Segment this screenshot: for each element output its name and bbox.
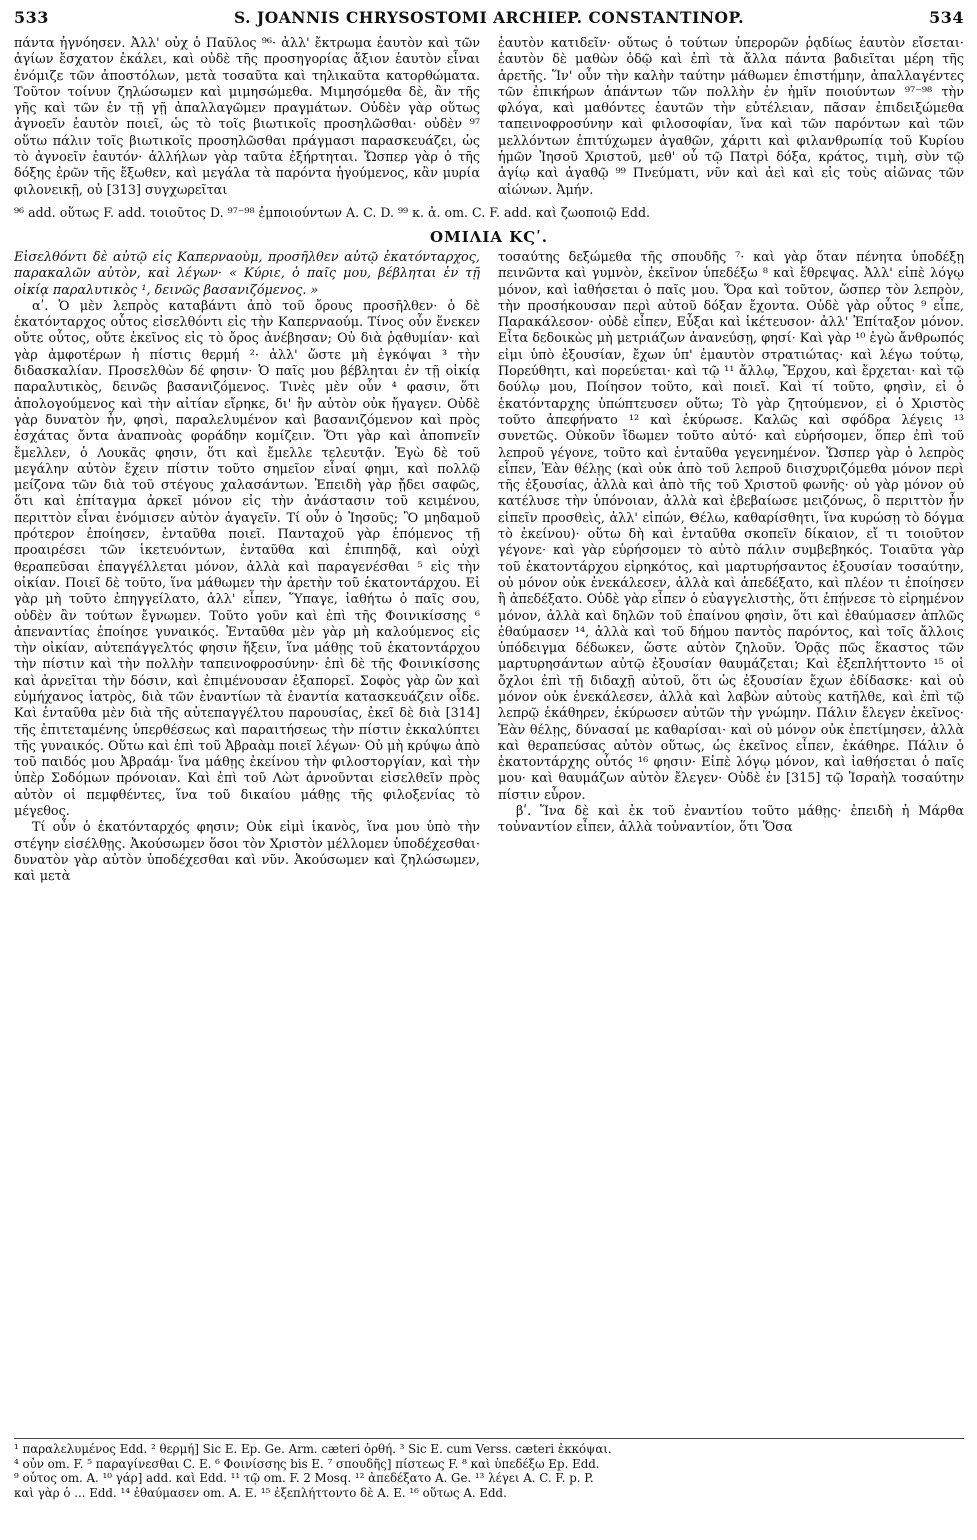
scripture-lemma: Εἰσελθόντι δὲ αὐτῷ εἰς Καπερναοὺμ, προσῆλθεν αὐτῷ ἑκατόνταρχος, παρακαλῶν αὐτὸν, καὶ λέγων· « Κύριε, ὁ παῖς μου, βέβληται ἐν τῇ οἰκίᾳ παραλυτικὸς ¹, δεινῶς βασανιζόμενος. »	[14, 249, 480, 298]
top-right-column	[498, 36, 964, 199]
running-title: S. JOANNIS CHRYSOSTOMI ARCHIEP. CONSTANTINOP.	[233, 8, 744, 27]
right-paragraph: τοσαύτης δεξώμεθα τῆς σπουδῆς ⁷· καὶ γὰρ ὅταν πένητα ὑποδέξῃ πεινῶντα καὶ γυμνὸν, ἐκεῖνον ὑπεδέξω ⁸ καὶ ἔθρεψας. Ἀλλ' εἰπὲ λόγῳ μόνον, καὶ ἰαθήσεται ὁ παῖς μου. Ὅρα καὶ τοῦτον, ὥσπερ τὸν λεπρὸν, τὴν προσήκουσαν περὶ αὐτοῦ δόξαν ἔχοντα. Οὐδὲ γὰρ οὗτος ⁹ εἶπε, Παρακάλεσον· οὐδὲ εἶπεν, Εὖξαι καὶ ἱκέτευσον· ἀλλ' Ἐπίταξον μόνον. Εἶτα δεδοικὼς μὴ μετριάζων ἀνανεύσῃ, φησί· Καὶ γὰρ ¹⁰ ἐγὼ ἄνθρωπός εἰμι ὑπὸ ἐξουσίαν, ἔχων ὑπ' ἐμαυτὸν στρατιώτας· καὶ λέγω τούτῳ, Πορεύθητι, καὶ πορεύεται· καὶ τῷ ¹¹ ἄλλῳ, Ἔρχου, καὶ ἔρχεται· καὶ τῷ δούλῳ μου, Ποίησον τοῦτο, καὶ ποιεῖ. Καὶ τί τοῦτο, φησὶν, εἰ ὁ ἑκατόνταρχης ὑπώπτευσεν οὕτω; Τὸ γὰρ ζητούμενον, εἰ ὁ Χριστὸς τοῦτο ἀπεφήνατο ¹² καὶ ἐκύρωσε. Καλῶς καὶ σφόδρα λέγεις ¹³ συνετῶς. Οὐκοῦν ἴδωμεν τοῦτο αὐτό· καὶ εὑρήσομεν, ὅπερ ἐπὶ τοῦ λεπροῦ γέγονε, τοῦτο καὶ ἐνταῦθα γεγενημένον. Ὥσπερ γὰρ ὁ λεπρὸς εἶπεν, Ἐὰν θέλῃς (καὶ οὐκ ἀπὸ τοῦ λεπροῦ διισχυριζόμεθα μόνον περὶ τῆς ἐξουσίας, ἀλλὰ καὶ ἀπὸ τῆς τοῦ Χριστοῦ φωνῆς· οὐ γὰρ μόνον οὐ κατέλυσε τὴν ὑπόνοιαν, ἀλλὰ καὶ ἐβεβαίωσε μειζόνως, ὃ περιττὸν ἦν εἰπεῖν προσθεὶς, ἀλλ' εἰπών, Θέλω, καθαρίσθητι, ἵνα κυρώσῃ τὸ δόγμα τὸ ἐκείνου)· οὕτω δὴ καὶ ἐνταῦθα σκοπεῖν δίκαιον, εἴ τι τοιοῦτον γέγονε· καὶ γὰρ εὑρήσομεν τὸ αὐτὸ πάλιν συμβεβηκός. Τοιαῦτα γὰρ τοῦ ἑκατοντάρχου εἰρηκότος, καὶ μαρτυρήσαντος ἐξουσίαν τοσαύτην, οὐ μόνον οὐκ ἐνεκάλεσεν, ἀλλὰ καὶ ἀπεδέξατο, καὶ πλέον τι ἐποίησεν ἢ ἀπεδέξατο. Οὐδὲ γὰρ εἶπεν ὁ εὐαγγελιστὴς, ὅτι ἐπῄνεσε τὸ εἰρημένον μόνον, ἀλλὰ καὶ δηλῶν τοῦ ἐπαίνου φησὶν, ὅτι καὶ ἐθαύμασεν ἁπλῶς ἐθαύμασεν ¹⁴, ἀλλὰ καὶ τοῦ δήμου παντὸς παρόντος, καὶ τοῖς ἄλλοις ὑπόδειγμα δέδωκεν, ὥστε αὐτὸν ζηλοῦν. Ὁρᾷς πῶς ἕκαστος τῶν μαρτυρησάντων αὐτῷ ἐξουσίαν θαυμάζεται; Καὶ ἐξεπλήττοντο ¹⁵ οἱ ὄχλοι ἐπὶ τῇ διδαχῇ αὐτοῦ, ὅτι ὡς ἐξουσίαν ἔχων ἐδίδασκε· καὶ οὐ μόνον οὐκ ἐνεκάλεσεν, ἀλλὰ καὶ λαβὼν αὐτοὺς κατῆλθε, καὶ ἐπὶ τῷ λεπρῷ ἐκάθηρεν, ἐκύρωσεν αὐτῶν τὴν γνώμην. Πάλιν ἔλεγεν ἐκεῖνος· Ἐὰν θέλῃς, δύνασαί με καθαρίσαι· καὶ οὐ μόνον οὐκ ἐπετίμησεν, ἀλλὰ καὶ θεραπεύσας αὐτὸν οὕτως, ὡς ἐκεῖνος εἶπεν, ἐκάθηρε. Πάλιν ὁ ἑκατοντάρχης οὗτός ¹⁶ φησιν· Εἰπὲ λόγῳ μόνον, καὶ ἰαθήσεται ὁ παῖς μου· καὶ θαυμάζων αὐτὸν ἔλεγεν· Οὐδὲ ἐν [315] τῷ Ἰσραὴλ τοσαύτην πίστιν εὗρον.	[498, 249, 964, 803]
footnote-line: καὶ γὰρ ὁ ... Edd. ¹⁴ ἐθαύμασεν om. A. E. ¹⁵ ἐξεπλήττοντο δὲ A. E. ¹⁶ οὕτως A. Edd.	[14, 1485, 507, 1500]
homily-title: ΟΜΙΛΙΑ ΚϚʹ.	[430, 227, 548, 246]
page	[14, 8, 964, 1532]
top-footnotes: ⁹⁶ add. οὕτως F. add. τοιοῦτος D. ⁹⁷⁻⁹⁸ ἐμποιούντων A. C. D. ⁹⁹ κ. ἀ. om. C. F. add. καὶ ζωοποιῷ Edd.	[14, 204, 651, 220]
top-right-text: ἑαυτὸν κατιδεῖν· οὕτως ὁ τούτων ὑπερορῶν ῥᾳδίως ἑαυτὸν εἴσεται· ἑαυτὸν δὲ μαθὼν ὁδῷ καὶ ἐπὶ τὰ ἄλλα πάντα βαδιεῖται μέρη τῆς ἀρετῆς. Ἵν' οὖν τὴν καλὴν ταύτην μάθωμεν ἐπιστήμην, ἀπαλλαγέντες τῶν ἐπικήρων ἁπάντων τῶν πολλὴν ἐν ἡμῖν ποιούντων ⁹⁷⁻⁹⁸ τὴν φλόγα, καὶ μαθόντες ἑαυτῶν τὴν εὐτέλειαν, πᾶσαν ἐπιδειξώμεθα ταπεινοφροσύνην καὶ φιλοσοφίαν, ἵνα καὶ τῶν παρόντων καὶ τῶν μελλόντων ἐπιτύχωμεν ἀγαθῶν, χάριτι καὶ φιλανθρωπίᾳ τοῦ Κυρίου ἡμῶν Ἰησοῦ Χριστοῦ, μεθ' οὗ τῷ Πατρὶ δόξα, κράτος, τιμὴ, σὺν τῷ ἁγίῳ καὶ ἀγαθῷ ⁹⁹ Πνεύματι, νῦν καὶ ἀεὶ καὶ εἰς τοὺς αἰῶνας τῶν αἰώνων. Ἀμήν.	[498, 36, 964, 198]
footnotes	[14, 1442, 964, 1500]
page-number-left: 533	[14, 8, 49, 27]
page-number-right: 534	[929, 8, 964, 27]
footnote-line: ¹ παραλελυμένος Edd. ² θερμή] Sic E. Ep. Ge. Arm. cæteri ὀρθή. ³ Sic E. cum Verss. cæteri ἐκκόψαι.	[14, 1442, 612, 1456]
left-column	[14, 250, 480, 886]
running-head	[14, 8, 964, 30]
footnote-divider	[14, 1438, 964, 1439]
right-paragraph: βʹ. Ἵνα δὲ καὶ ἐκ τοῦ ἐναντίου τοῦτο μάθῃς· ἐπειδὴ ἡ Μάρθα τοὐναντίον εἶπεν, ἀλλὰ τοὐναντίον, ὅτι Ὅσα	[498, 804, 964, 836]
footnote-line: ⁴ οὖν om. F. ⁵ παραγίνεσθαι C. E. ⁶ Φοινίσσης bis E. ⁷ σπουδῆς] πίστεως F. ⁸ καὶ ὑπεδέξω Ep. Edd.	[14, 1456, 600, 1471]
left-paragraph: αʹ. Ὁ μὲν λεπρὸς καταβάντι ἀπὸ τοῦ ὄρους προσῆλθεν· ὁ δὲ ἑκατόνταρχος οὗτος εἰσελθόντι εἰς τὴν Καπερναούμ. Τίνος οὖν ἕνεκεν οὔτε οὗτος, οὔτε ἐκεῖνος εἰς τὸ ὄρος ἀνέβησαν; Οὐ διὰ ῥᾳθυμίαν· καὶ γὰρ ἀμφοτέρων ἡ πίστις θερμή ²· ἀλλ' ὥστε μὴ ἐγκόψαι ³ τὴν διδασκαλίαν. Προσελθὼν δέ φησιν· Ὁ παῖς μου βέβληται ἐν τῇ οἰκίᾳ παραλυτικὸς, δεινῶς βασανιζόμενος. Τινὲς μὲν οὖν ⁴ φασιν, ὅτι ἀπολογούμενος καὶ τὴν αἰτίαν εἴρηκε, δι' ἣν αὐτὸν οὐκ ἤγαγεν. Οὐδὲ γὰρ δυνατὸν ἦν, φησὶ, παραλελυμένον καὶ βασανιζόμενον καὶ πρὸς ἐσχάτας ὄντα ἀναπνοὰς φοράδην κομίζειν. Ὅτι γὰρ καὶ ἀποπνεῖν ἔμελλεν, ὁ Λουκᾶς φησιν, ὅτι καὶ ἔμελλε τελευτᾷν. Ἐγὼ δὲ τοῦ μεγάλην αὐτὸν ἔχειν πίστιν τοῦτο σημεῖον εἶναί φημι, καὶ πολλῷ μείζονα τῶν διὰ τοῦ στέγους χαλασάντων. Ἐπειδὴ γὰρ ᾔδει σαφῶς, ὅτι καὶ ἐπίταγμα ἀρκεῖ μόνον εἰς τὴν ἀνάστασιν τοῦ κειμένου, περιττὸν εἶναι ἐνόμισεν αὐτὸν ἀγαγεῖν. Τί οὖν ὁ Ἰησοῦς; Ὃ μηδαμοῦ πρότερον ἐποίησεν, ἐνταῦθα ποιεῖ. Πανταχοῦ γὰρ ἑπόμενος τῇ προαιρέσει τῶν ἱκετευόντων, ἐνταῦθα καὶ ἐπιπηδᾷ, καὶ οὐχὶ θεραπεῦσαι ἐπαγγέλλεται μόνον, ἀλλὰ καὶ παραγενέσθαι ⁵ εἰς τὴν οἰκίαν. Ποιεῖ δὲ τοῦτο, ἵνα μάθωμεν τὴν ἀρετὴν τοῦ ἑκατοντάρχου. Εἰ γὰρ μὴ τοῦτο ἐπηγγείλατο, ἀλλ' εἶπεν, Ὕπαγε, ἰαθήτω ὁ παῖς σου, οὐδὲν ἂν τούτων ἔγνωμεν. Τοῦτο γοῦν καὶ ἐπὶ τῆς Φοινικίσσης ⁶ ἀπεναντίας ἐποίησε γυναικός. Ἐνταῦθα μὲν γὰρ μὴ καλούμενος εἰς τὴν οἰκίαν, αὐτεπάγγελτός φησιν ἥξειν, ἵνα μάθῃς τοῦ ἑκατοντάρχου τὴν πίστιν καὶ τὴν πολλὴν ταπεινοφροσύνην· ἐπὶ δὲ τῆς Φοινικίσσης καὶ ἀρνεῖται τὴν δόσιν, καὶ ἐπιμένουσαν ἐξαπορεῖ. Σοφὸς γὰρ ὢν καὶ εὐμήχανος ἰατρὸς, διὰ τῶν ἐναντίων τὰ ἐναντία κατασκευάζειν οἶδε. Καὶ ἐνταῦθα μὲν διὰ τῆς αὐτεπαγγέλτου παρουσίας, ἐκεῖ δὲ διὰ [314] τῆς ἐπιτεταμένης ὑπερθέσεως καὶ παραιτήσεως τὴν πίστιν ἐκκαλύπτει τῆς γυναικός. Οὕτω καὶ ἐπὶ τοῦ Ἀβραὰμ ποιεῖ λέγων· Οὐ μὴ κρύψω ἀπὸ τοῦ παιδός μου Ἀβραάμ· ἵνα μάθῃς ἐκείνου τὴν φιλοστοργίαν, καὶ τὴν ὑπὲρ Σοδόμων πρόνοιαν. Καὶ ἐπὶ τοῦ Λὼτ ἀρνοῦνται εἰσελθεῖν πρὸς αὐτὸν οἱ πεμφθέντες, ἵνα τοῦ δικαίου μάθῃς τῆς φιλοξενίας τὸ μέγεθος.	[14, 298, 480, 820]
right-column	[498, 250, 964, 886]
left-paragraph: Τί οὖν ὁ ἑκατόνταρχός φησιν; Οὐκ εἰμὶ ἱκανὸς, ἵνα μου ὑπὸ τὴν στέγην εἰσέλθῃς. Ἀκούσωμεν ὅσοι τὸν Χριστὸν μέλλομεν ὑποδέχεσθαι· δυνατὸν γὰρ αὐτὸν ὑποδέχεσθαι καὶ νῦν. Ἀκούσωμεν καὶ ζηλώσωμεν, καὶ μετὰ	[14, 820, 480, 885]
top-columns	[14, 36, 964, 199]
top-left-column	[14, 36, 480, 199]
footnote-line: ⁹ οὗτος om. A. ¹⁰ γάρ] add. καὶ Edd. ¹¹ τῷ om. F. 2 Mosq. ¹² ἀπεδέξατο A. Ge. ¹³ λέγει A. C. F. p. P.	[14, 1471, 594, 1486]
main-columns	[14, 250, 964, 886]
top-left-text: πάντα ἠγνόησεν. Ἀλλ' οὐχ ὁ Παῦλος ⁹⁶· ἀλλ' ἔκτρωμα ἑαυτὸν καὶ τῶν ἁγίων ἔσχατον ἐκάλει, καὶ οὐδὲ τῆς προσηγορίας ἄξιον ἑαυτὸν εἶναι ἐνόμιζε τῶν ἀποστόλων, μετὰ τοσαῦτα καὶ τηλικαῦτα κατορθώματα. Τοῦτον τοίνυν ζηλώσωμεν καὶ μιμησώμεθα. Μιμησόμεθα δὲ, ἂν τῆς γῆς καὶ τῶν ἐν τῇ γῇ ἀπαλλαγῶμεν πραγμάτων. Οὐδὲν γὰρ οὕτως ἀγνοεῖν ἑαυτὸν ποιεῖ, ὡς τὸ τοῖς βιωτικοῖς προσηλῶσθαι· οὐδὲν ⁹⁷ οὕτω πάλιν τοῖς βιωτικοῖς προσηλῶσθαι πράγμασι παρασκευάζει, ὡς τὸ ἀγνοεῖν ἑαυτόν· ἀλλήλων γὰρ ταῦτα ἐξήρτηται. Ὥσπερ γὰρ ὁ τῆς δόξης ἐρῶν τῆς ἔξωθεν, καὶ μεγάλα τὰ παρόντα ἡγούμενος, κἂν μυρία φιλονεικῇ, οὐ [313] συγχωρεῖται	[14, 36, 480, 198]
